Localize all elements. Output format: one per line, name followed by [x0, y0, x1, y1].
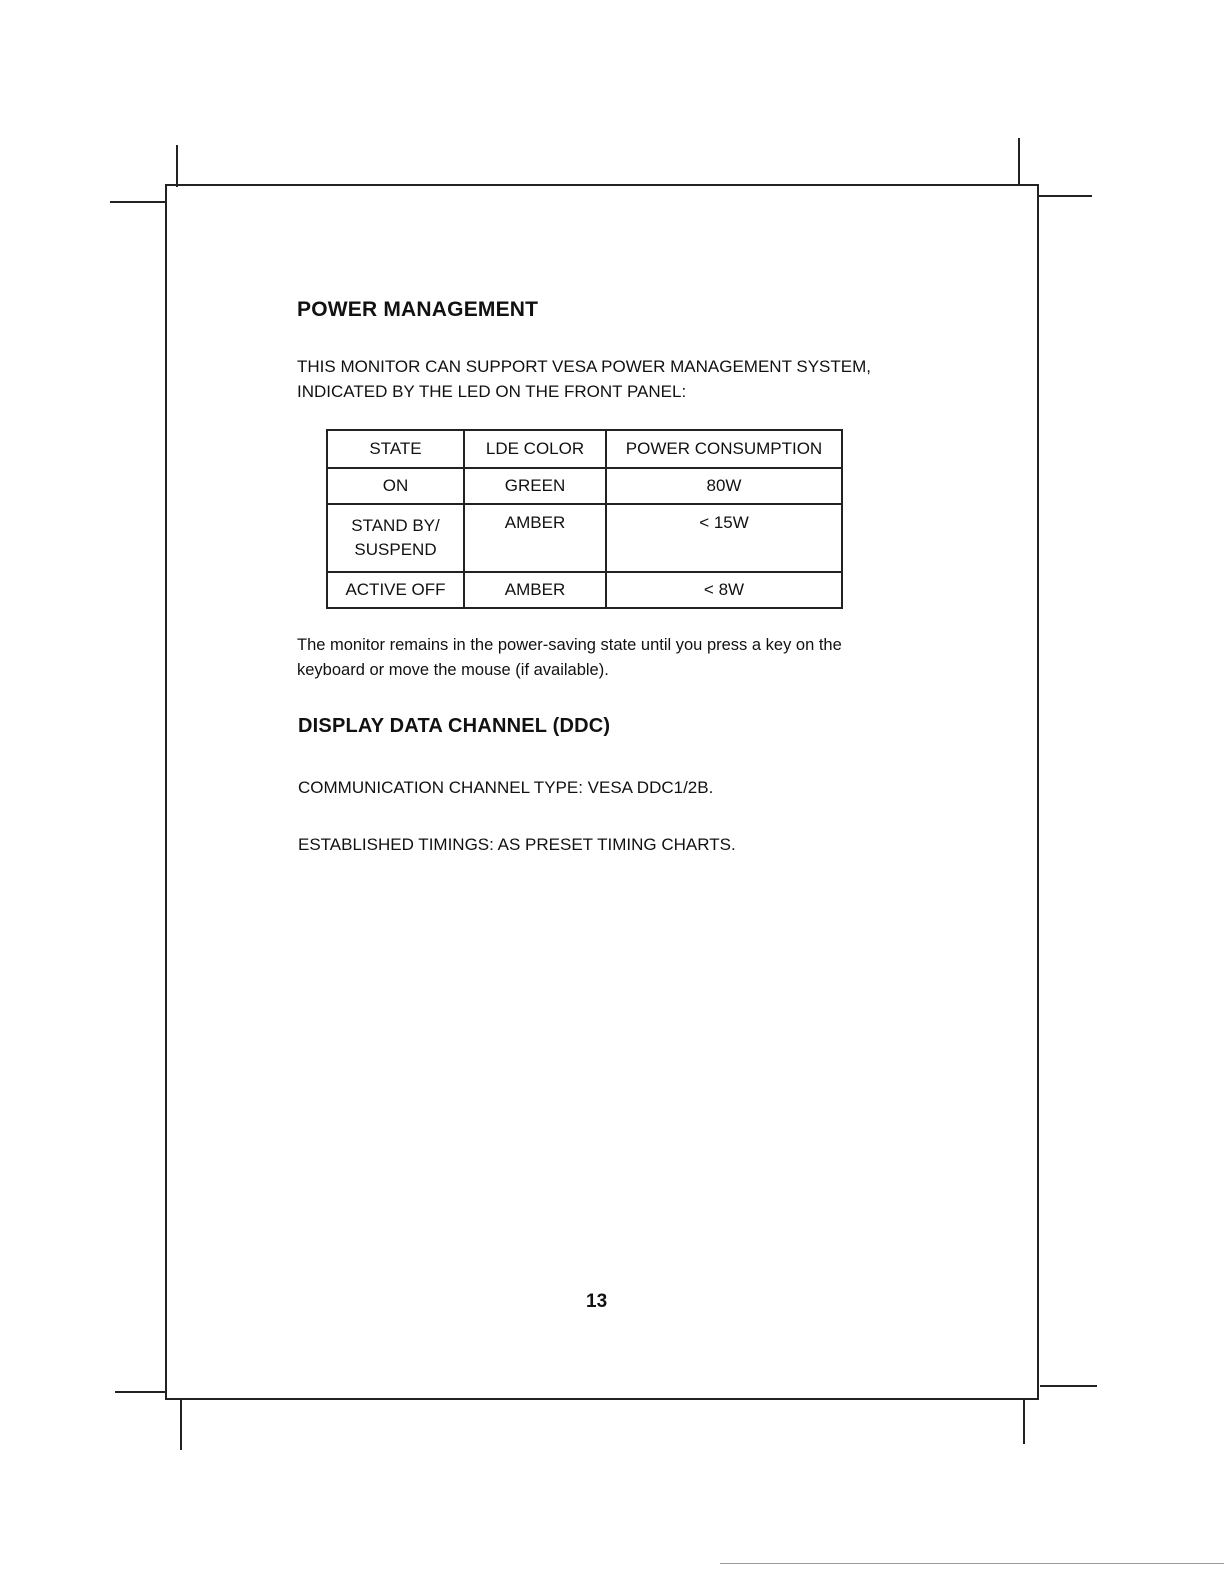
- power-saving-note-line2: keyboard or move the mouse (if available).: [297, 661, 609, 679]
- ddc-title: DISPLAY DATA CHANNEL (DDC): [298, 715, 611, 737]
- table-header-row: [327, 430, 842, 468]
- cell-power: < 15W: [606, 504, 842, 572]
- cell-state: [327, 504, 464, 572]
- cell-power: 80W: [606, 468, 842, 504]
- trim-mark-top-left-horizontal: [110, 201, 166, 203]
- cell-state: ON: [327, 468, 464, 504]
- ddc-established-timings: ESTABLISHED TIMINGS: AS PRESET TIMING CHARTS.: [298, 835, 736, 854]
- page-number: 13: [586, 1291, 608, 1312]
- header-led-color: LDE COLOR: [464, 430, 606, 468]
- scan-edge-line: [720, 1563, 1224, 1564]
- cell-led-color: GREEN: [464, 468, 606, 504]
- header-state: STATE: [327, 430, 464, 468]
- table-row: [327, 504, 842, 572]
- trim-mark-bottom-left-horizontal: [115, 1391, 166, 1393]
- cell-state-line1: STAND BY/: [351, 516, 440, 535]
- cell-state-line2: SUSPEND: [354, 540, 437, 559]
- table-row: [327, 572, 842, 608]
- cell-power: < 8W: [606, 572, 842, 608]
- cell-led-color: AMBER: [464, 572, 606, 608]
- header-power-consumption: POWER CONSUMPTION: [606, 430, 842, 468]
- cell-led-color: AMBER: [464, 504, 606, 572]
- power-saving-note-line1: The monitor remains in the power-saving state until you press a key on the: [297, 636, 842, 654]
- power-management-title: POWER MANAGEMENT: [297, 298, 539, 321]
- trim-mark-top-right-vertical: [1018, 138, 1020, 184]
- ddc-channel-type: COMMUNICATION CHANNEL TYPE: VESA DDC1/2B.: [298, 778, 714, 797]
- table-row: [327, 468, 842, 504]
- trim-mark-top-left-vertical: [176, 145, 178, 187]
- trim-mark-bottom-right-horizontal: [1040, 1385, 1097, 1387]
- trim-mark-top-right-horizontal: [1038, 195, 1092, 197]
- power-management-intro-line1: THIS MONITOR CAN SUPPORT VESA POWER MANAGEMENT SYSTEM,: [297, 357, 871, 376]
- cell-state: ACTIVE OFF: [327, 572, 464, 608]
- trim-mark-bottom-right-vertical: [1023, 1400, 1025, 1444]
- power-management-intro-line2: INDICATED BY THE LED ON THE FRONT PANEL:: [297, 382, 687, 401]
- trim-mark-bottom-left-vertical: [180, 1400, 182, 1450]
- power-states-table: [326, 429, 843, 609]
